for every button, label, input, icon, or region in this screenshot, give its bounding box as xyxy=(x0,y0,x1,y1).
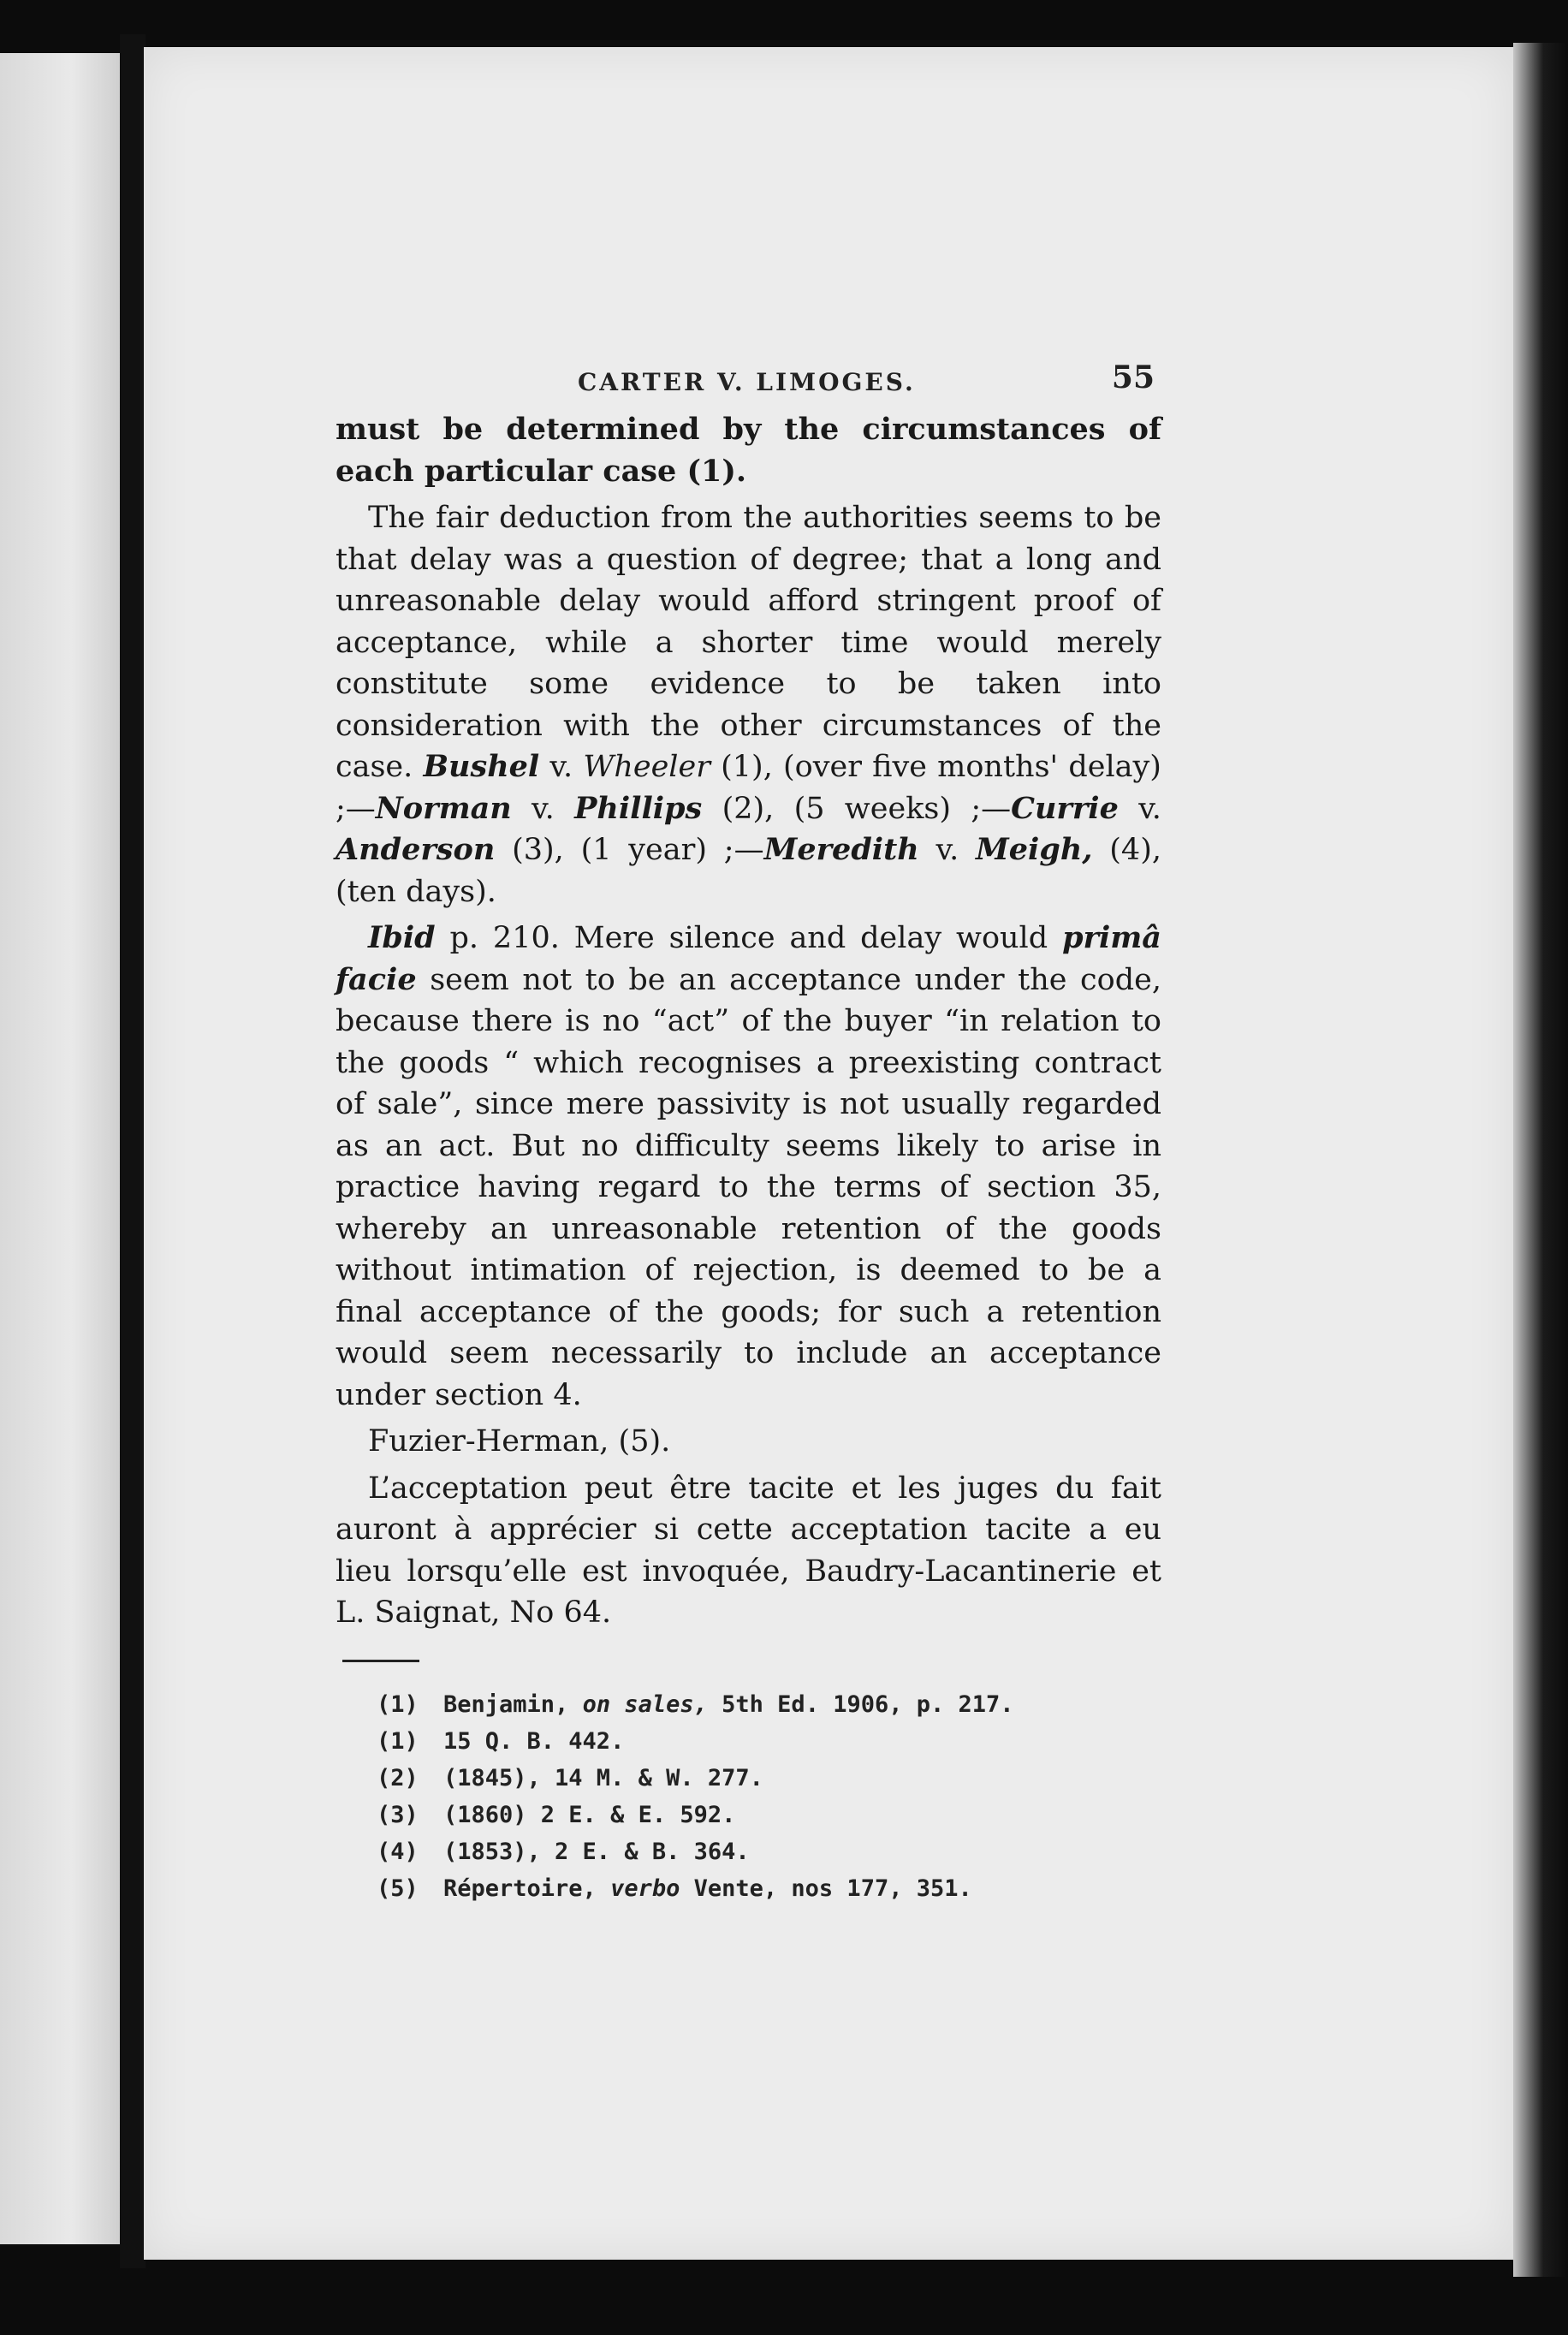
footnote-number: (1) xyxy=(377,1727,419,1755)
footnote xyxy=(377,1760,1161,1797)
footnote-number: (1) xyxy=(377,1690,419,1718)
versus: v. xyxy=(549,750,573,784)
case-name-wheeler: Wheeler xyxy=(583,750,710,784)
ibid-reference: Ibid xyxy=(368,920,436,955)
footnote-italic: verbo xyxy=(610,1875,680,1902)
body-text xyxy=(336,409,1161,1634)
footnote-italic: on sales, xyxy=(582,1690,708,1718)
case-detail: (3), (1 year) ;— xyxy=(512,833,764,867)
binding-gutter xyxy=(120,34,146,2268)
footnote xyxy=(377,1870,1161,1907)
footnote-text: (1853), 2 E. & B. 364. xyxy=(443,1838,750,1865)
footnote-text: (1845), 14 M. & W. 277. xyxy=(443,1764,763,1791)
paragraph-5: L’acceptation peut être tacite et les juges du fait auront à apprécier si cette acceptation tacite a eu lieu lorsqu’elle est invoquée, Baudry-Lacantinerie et L. Saignat, No 64. xyxy=(336,1471,1161,1630)
footnote xyxy=(377,1797,1161,1833)
case-detail: (2), (5 weeks) ;— xyxy=(722,791,1012,826)
versus: v. xyxy=(532,791,555,826)
case-name-phillips: Phillips xyxy=(574,790,703,826)
footnote-number: (3) xyxy=(377,1801,419,1828)
footnote-text: (1860) 2 E. & E. 592. xyxy=(443,1801,736,1828)
footnotes xyxy=(336,1686,1161,1907)
versus: v. xyxy=(935,833,959,867)
case-detail: (4), (ten days). xyxy=(336,833,1161,909)
case-name-meigh: Meigh, xyxy=(976,832,1093,867)
case-name-norman: Norman xyxy=(375,790,512,826)
case-name-meredith: Meredith xyxy=(763,832,919,867)
footnote xyxy=(377,1723,1161,1760)
page-content xyxy=(336,342,1161,1907)
paragraph-4: Fuzier-Herman, (5). xyxy=(368,1424,671,1459)
footnote-text: 15 Q. B. 442. xyxy=(443,1727,625,1755)
paragraph-2-text: The fair deduction from the authorities seems to be that delay was a question of degree; that a long and unreasonable delay would afford stringent proof of acceptance, while a shorter time would merely constitute some evidence to be taken into consideration with the other circumstances of the case. xyxy=(336,501,1161,784)
page-number: 55 xyxy=(1111,359,1155,395)
footnote-text: Benjamin, xyxy=(443,1690,569,1718)
page-right-edge xyxy=(1513,43,1568,2277)
case-detail: (1), (over five months' delay) ;— xyxy=(336,750,1161,826)
footnote-number: (5) xyxy=(377,1875,419,1902)
footnote-number: (2) xyxy=(377,1764,419,1791)
paragraph-2 xyxy=(336,497,1161,912)
footnote-rule xyxy=(342,1660,419,1662)
footnote-text: Vente, nos 177, 351. xyxy=(693,1875,972,1902)
footnote-text: Répertoire, xyxy=(443,1875,597,1902)
facing-page-edge xyxy=(0,53,120,2244)
footnote-number: (4) xyxy=(377,1838,419,1865)
versus: v. xyxy=(1138,791,1161,826)
case-name-currie: Currie xyxy=(1011,790,1119,826)
paragraph-1: must be determined by the circumstances of each particular case (1). xyxy=(336,412,1161,489)
latin-phrase: primâ facie xyxy=(336,920,1161,997)
footnote xyxy=(377,1833,1161,1870)
running-head xyxy=(336,342,1161,402)
paragraph-3 xyxy=(336,918,1161,1416)
footnote xyxy=(377,1686,1161,1723)
footnote-text: 5th Ed. 1906, p. 217. xyxy=(722,1690,1014,1718)
paragraph-3-text-a: p. 210. Mere silence and delay would xyxy=(449,921,1048,955)
paragraph-3-text-b: seem not to be an acceptance under the code, because there is no “act” of the buyer “in relation to the goods “ which recognises a preexisting contract of sale”, since mere passivity is not usually regarded as an act. But no difficulty seems likely to arise in practice having regard to the terms of section 35, whereby an unreasonable retention of the goods without intimation of rejection, is deemed to be a final acceptance of the goods; for such a retention would seem necessarily to include an acceptance under section 4. xyxy=(336,962,1161,1412)
case-name-anderson: Anderson xyxy=(336,832,496,867)
case-name-bushel: Bushel xyxy=(423,749,540,784)
running-head-title: CARTER V. LIMOGES. xyxy=(578,368,916,396)
